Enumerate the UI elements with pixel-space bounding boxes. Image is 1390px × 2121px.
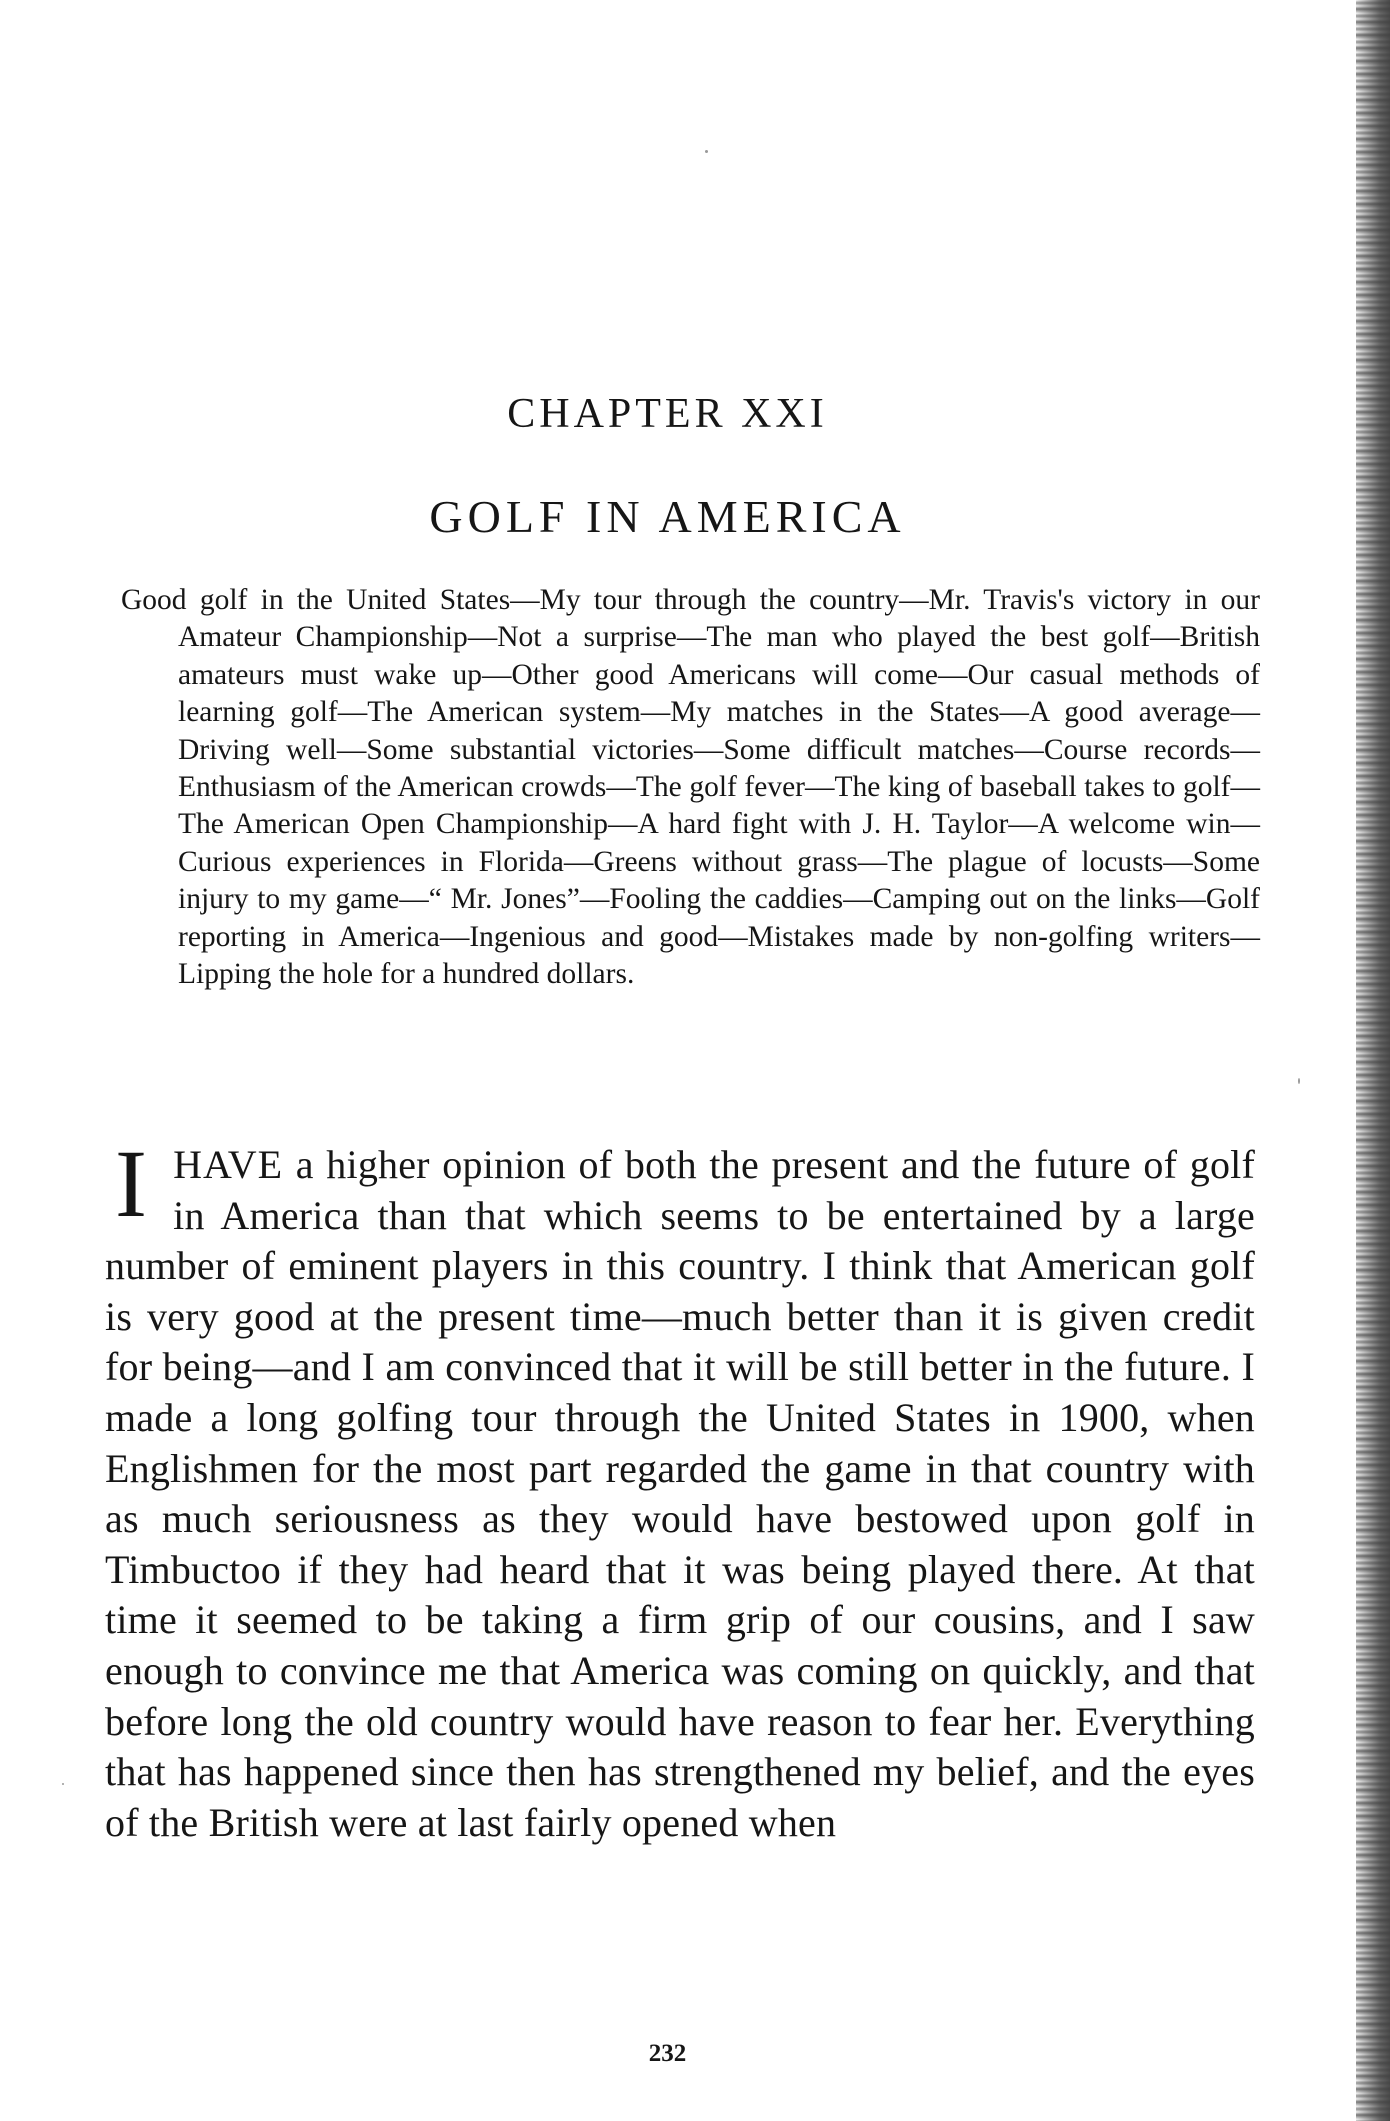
scan-speck (705, 150, 708, 153)
scan-speck (1298, 1078, 1300, 1084)
scan-speck (62, 1783, 64, 1785)
body-text: a higher opinion of both the present and the future of golf in America than that which seems to be entertained by a large number of eminent players in this country. I think that American golf is very good at the present time—much better than it is given credit for being—and I am convinced that it will be still better in the future. I made a long golfing tour through the United States in 1900, when Englishmen for the most part regarded the game in that country with as much seriousness as they would have bestowed upon golf in Timbuctoo if they had heard that it was being played there. At that time it seemed to be taking a firm grip of our cousins, and I saw enough to convince me that America was coming on quickly, and that before long the old country would have reason to fear her. Everything that has happened since then has strengthened my belief, and the eyes of the British were at last fairly opened when (105, 1142, 1255, 1845)
chapter-number: CHAPTER XXI (507, 391, 828, 437)
body-paragraph (105, 1130, 1255, 1848)
scanned-page-edge (1356, 0, 1390, 2121)
lead-caps: HAVE (173, 1142, 284, 1187)
drop-cap: I (115, 1130, 148, 1237)
page-number: 232 (648, 2040, 687, 2067)
chapter-synopsis: Good golf in the United States—My tour through the country—Mr. Travis's victory in our Amateur Championship—Not a surprise—The man who played the best golf—British amateurs must wake up—Other good Americans will come—Our casual methods of learning golf—The American system—My matches in the States—A good average—Driving well—Some substantial victories—Some difficult matches—Course records—Enthusiasm of the American crowds—The golf fever—The king of baseball takes to golf—The American Open Championship—A hard fight with J. H. Taylor—A welcome win—Curious experiences in Florida—Greens without grass—The plague of locusts—Some injury to my game—“ Mr. Jones”—Fooling the caddies—Camping out on the links—Golf reporting in America—Ingenious and good—Mistakes made by non-golfing writers—Lipping the hole for a hundred dollars. (121, 584, 1260, 991)
chapter-title: GOLF IN AMERICA (429, 491, 906, 542)
